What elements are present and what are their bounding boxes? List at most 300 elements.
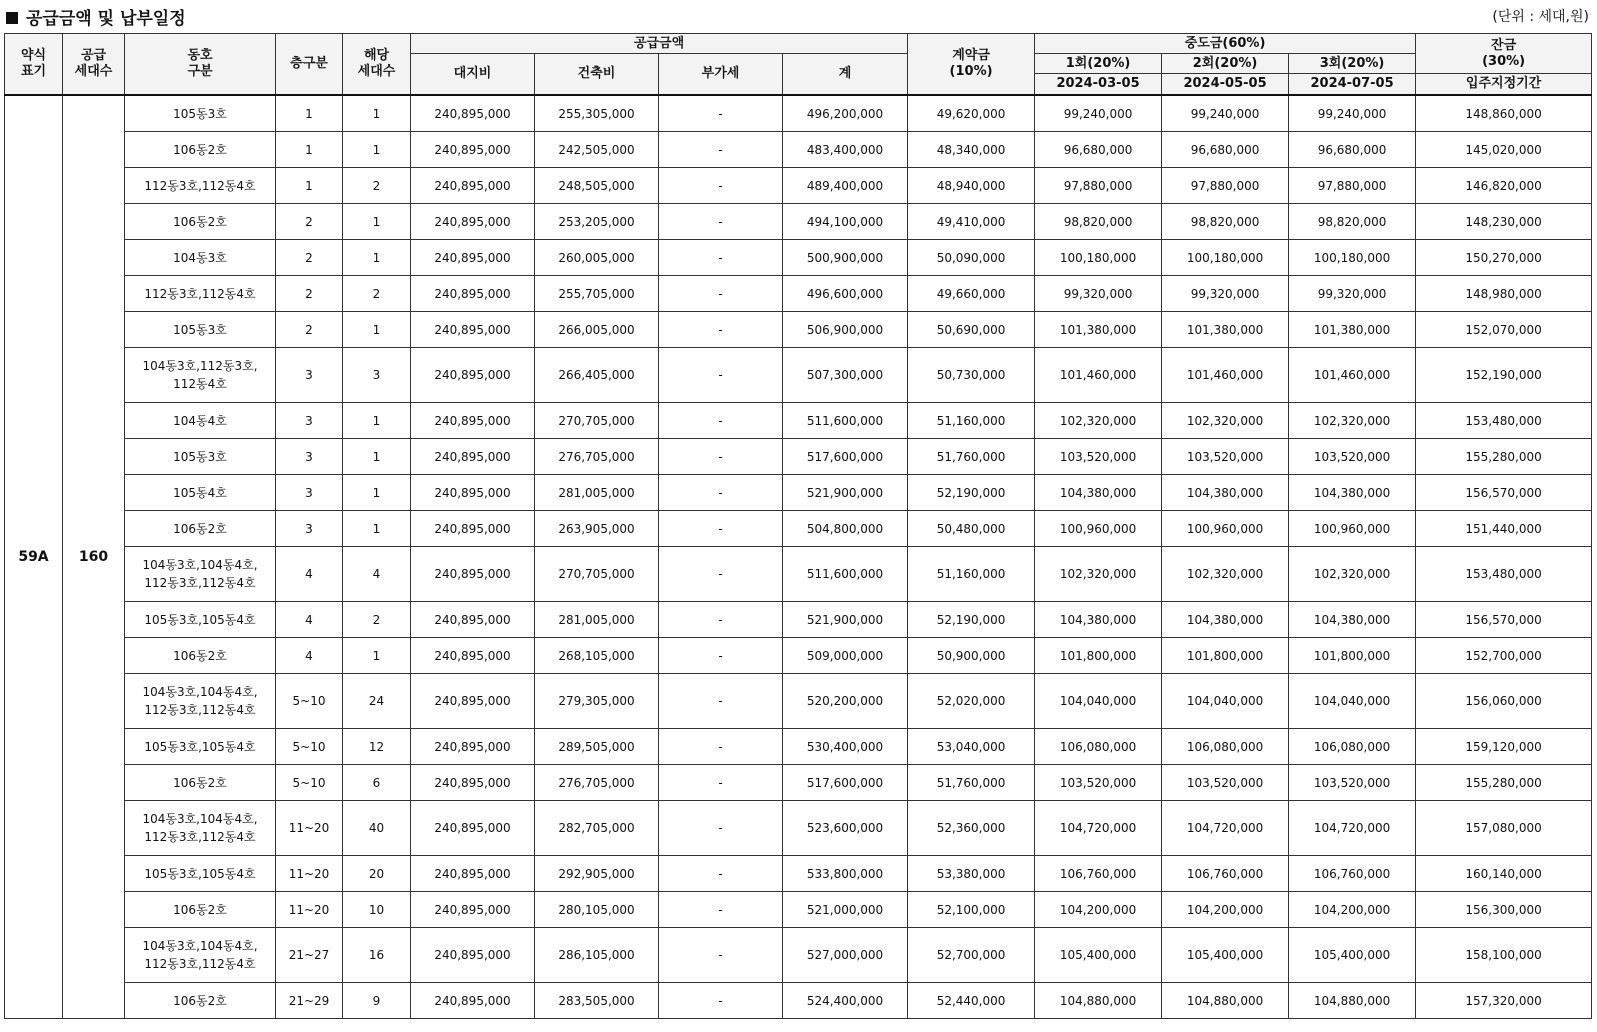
- interim-2-cell: 96,680,000: [1162, 132, 1289, 168]
- vat-cell: -: [659, 204, 783, 240]
- interim-1-cell: 102,320,000: [1035, 403, 1162, 439]
- floor-cell: 3: [276, 475, 343, 511]
- table-row: [5, 240, 1592, 276]
- interim-2-cell: 101,800,000: [1162, 638, 1289, 674]
- building-cell: 282,705,000: [535, 801, 659, 856]
- table-row: [5, 892, 1592, 928]
- land-cell: 240,895,000: [411, 240, 535, 276]
- interim-3-cell: 104,880,000: [1289, 983, 1416, 1019]
- type-cell: 59A: [5, 95, 63, 1019]
- unit-group-cell: 112동3호,112동4호: [125, 168, 276, 204]
- total-cell: 524,400,000: [783, 983, 908, 1019]
- table-row: [5, 348, 1592, 403]
- total-cell: 521,000,000: [783, 892, 908, 928]
- vat-cell: -: [659, 547, 783, 602]
- total-cell: 511,600,000: [783, 547, 908, 602]
- deposit-cell: 52,360,000: [908, 801, 1035, 856]
- balance-cell: 151,440,000: [1416, 511, 1592, 547]
- building-cell: 266,005,000: [535, 312, 659, 348]
- vat-cell: -: [659, 638, 783, 674]
- units-cell: 4: [343, 547, 411, 602]
- units-cell: 2: [343, 602, 411, 638]
- interim-1-cell: 97,880,000: [1035, 168, 1162, 204]
- total-cell: 521,900,000: [783, 602, 908, 638]
- table-row: [5, 856, 1592, 892]
- balance-cell: 152,190,000: [1416, 348, 1592, 403]
- land-cell: 240,895,000: [411, 348, 535, 403]
- table-row: [5, 403, 1592, 439]
- floor-cell: 2: [276, 312, 343, 348]
- deposit-cell: 50,730,000: [908, 348, 1035, 403]
- vat-cell: -: [659, 856, 783, 892]
- page-title: [6, 4, 186, 29]
- vat-cell: -: [659, 983, 783, 1019]
- interim-1-cell: 102,320,000: [1035, 547, 1162, 602]
- interim-1-cell: 96,680,000: [1035, 132, 1162, 168]
- vat-cell: -: [659, 674, 783, 729]
- interim-3-cell: 96,680,000: [1289, 132, 1416, 168]
- land-cell: 240,895,000: [411, 892, 535, 928]
- land-cell: 240,895,000: [411, 856, 535, 892]
- interim-1-cell: 104,880,000: [1035, 983, 1162, 1019]
- total-cell: 533,800,000: [783, 856, 908, 892]
- col-supply-units: 공급 세대수: [63, 34, 125, 96]
- total-cell: 494,100,000: [783, 204, 908, 240]
- units-cell: 1: [343, 240, 411, 276]
- floor-cell: 5~10: [276, 765, 343, 801]
- units-cell: 1: [343, 638, 411, 674]
- table-row: [5, 638, 1592, 674]
- deposit-cell: 53,040,000: [908, 729, 1035, 765]
- unit-group-cell: 105동4호: [125, 475, 276, 511]
- total-cell: 489,400,000: [783, 168, 908, 204]
- unit-group-cell: 105동3호: [125, 312, 276, 348]
- interim-1-cell: 104,380,000: [1035, 475, 1162, 511]
- interim-1-cell: 104,380,000: [1035, 602, 1162, 638]
- floor-cell: 3: [276, 348, 343, 403]
- interim-3-cell: 98,820,000: [1289, 204, 1416, 240]
- interim-1-cell: 103,520,000: [1035, 439, 1162, 475]
- deposit-cell: 52,100,000: [908, 892, 1035, 928]
- units-cell: 1: [343, 132, 411, 168]
- table-row: [5, 729, 1592, 765]
- floor-cell: 5~10: [276, 729, 343, 765]
- interim-1-cell: 106,760,000: [1035, 856, 1162, 892]
- floor-cell: 3: [276, 403, 343, 439]
- balance-cell: 148,860,000: [1416, 95, 1592, 132]
- col-units: 해당 세대수: [343, 34, 411, 96]
- interim-1-cell: 104,200,000: [1035, 892, 1162, 928]
- col-interim: 중도금(60%): [1035, 34, 1416, 54]
- total-cell: 504,800,000: [783, 511, 908, 547]
- col-unit-group: 동호 구분: [125, 34, 276, 96]
- interim-2-cell: 104,380,000: [1162, 475, 1289, 511]
- table-row: [5, 547, 1592, 602]
- building-cell: 276,705,000: [535, 439, 659, 475]
- interim-2-cell: 101,380,000: [1162, 312, 1289, 348]
- balance-cell: 152,070,000: [1416, 312, 1592, 348]
- units-cell: 20: [343, 856, 411, 892]
- vat-cell: -: [659, 240, 783, 276]
- balance-cell: 148,230,000: [1416, 204, 1592, 240]
- land-cell: 240,895,000: [411, 475, 535, 511]
- interim-2-cell: 102,320,000: [1162, 403, 1289, 439]
- interim-3-cell: 101,800,000: [1289, 638, 1416, 674]
- col-land: 대지비: [411, 54, 535, 96]
- col-building: 건축비: [535, 54, 659, 96]
- balance-cell: 157,080,000: [1416, 801, 1592, 856]
- land-cell: 240,895,000: [411, 132, 535, 168]
- interim-2-cell: 100,960,000: [1162, 511, 1289, 547]
- interim-2-cell: 105,400,000: [1162, 928, 1289, 983]
- table-row: [5, 983, 1592, 1019]
- balance-cell: 157,320,000: [1416, 983, 1592, 1019]
- interim-1-cell: 101,380,000: [1035, 312, 1162, 348]
- total-cell: 517,600,000: [783, 765, 908, 801]
- table-row: [5, 801, 1592, 856]
- unit-group-cell: 106동2호: [125, 204, 276, 240]
- table-row: [5, 276, 1592, 312]
- land-cell: 240,895,000: [411, 547, 535, 602]
- total-cell: 527,000,000: [783, 928, 908, 983]
- interim-2-cell: 98,820,000: [1162, 204, 1289, 240]
- land-cell: 240,895,000: [411, 403, 535, 439]
- total-cell: 507,300,000: [783, 348, 908, 403]
- table-row: [5, 204, 1592, 240]
- deposit-cell: 51,760,000: [908, 439, 1035, 475]
- deposit-cell: 49,620,000: [908, 95, 1035, 132]
- building-cell: 286,105,000: [535, 928, 659, 983]
- col-interim-3-date: 2024-07-05: [1289, 74, 1416, 96]
- deposit-cell: 52,020,000: [908, 674, 1035, 729]
- floor-cell: 21~27: [276, 928, 343, 983]
- floor-cell: 21~29: [276, 983, 343, 1019]
- supply-units-cell: 160: [63, 95, 125, 1019]
- units-cell: 10: [343, 892, 411, 928]
- units-cell: 1: [343, 511, 411, 547]
- col-interim-3: 3회(20%): [1289, 54, 1416, 74]
- vat-cell: -: [659, 892, 783, 928]
- interim-3-cell: 99,240,000: [1289, 95, 1416, 132]
- interim-2-cell: 104,040,000: [1162, 674, 1289, 729]
- table-row: [5, 312, 1592, 348]
- interim-3-cell: 99,320,000: [1289, 276, 1416, 312]
- land-cell: 240,895,000: [411, 638, 535, 674]
- deposit-cell: 51,160,000: [908, 547, 1035, 602]
- floor-cell: 5~10: [276, 674, 343, 729]
- vat-cell: -: [659, 801, 783, 856]
- table-row: [5, 765, 1592, 801]
- table-body: [5, 95, 1592, 1019]
- unit-group-cell: 104동3호,112동3호, 112동4호: [125, 348, 276, 403]
- balance-cell: 160,140,000: [1416, 856, 1592, 892]
- interim-1-cell: 98,820,000: [1035, 204, 1162, 240]
- interim-1-cell: 106,080,000: [1035, 729, 1162, 765]
- deposit-cell: 50,480,000: [908, 511, 1035, 547]
- vat-cell: -: [659, 475, 783, 511]
- vat-cell: -: [659, 729, 783, 765]
- units-cell: 1: [343, 439, 411, 475]
- building-cell: 268,105,000: [535, 638, 659, 674]
- units-cell: 1: [343, 204, 411, 240]
- deposit-cell: 48,340,000: [908, 132, 1035, 168]
- deposit-cell: 49,660,000: [908, 276, 1035, 312]
- deposit-cell: 53,380,000: [908, 856, 1035, 892]
- deposit-cell: 51,160,000: [908, 403, 1035, 439]
- interim-1-cell: 101,460,000: [1035, 348, 1162, 403]
- total-cell: 521,900,000: [783, 475, 908, 511]
- interim-3-cell: 102,320,000: [1289, 403, 1416, 439]
- floor-cell: 2: [276, 276, 343, 312]
- building-cell: 248,505,000: [535, 168, 659, 204]
- interim-2-cell: 99,240,000: [1162, 95, 1289, 132]
- vat-cell: -: [659, 348, 783, 403]
- vat-cell: -: [659, 168, 783, 204]
- unit-group-cell: 105동3호: [125, 95, 276, 132]
- units-cell: 12: [343, 729, 411, 765]
- floor-cell: 11~20: [276, 801, 343, 856]
- interim-3-cell: 104,200,000: [1289, 892, 1416, 928]
- building-cell: 260,005,000: [535, 240, 659, 276]
- interim-2-cell: 104,200,000: [1162, 892, 1289, 928]
- vat-cell: -: [659, 95, 783, 132]
- unit-group-cell: 104동3호: [125, 240, 276, 276]
- deposit-cell: 52,190,000: [908, 602, 1035, 638]
- interim-2-cell: 104,880,000: [1162, 983, 1289, 1019]
- interim-3-cell: 106,760,000: [1289, 856, 1416, 892]
- building-cell: 270,705,000: [535, 403, 659, 439]
- unit-group-cell: 112동3호,112동4호: [125, 276, 276, 312]
- land-cell: 240,895,000: [411, 674, 535, 729]
- interim-3-cell: 102,320,000: [1289, 547, 1416, 602]
- total-cell: 500,900,000: [783, 240, 908, 276]
- land-cell: 240,895,000: [411, 204, 535, 240]
- interim-3-cell: 104,380,000: [1289, 475, 1416, 511]
- col-vat: 부가세: [659, 54, 783, 96]
- interim-1-cell: 103,520,000: [1035, 765, 1162, 801]
- balance-cell: 158,100,000: [1416, 928, 1592, 983]
- units-cell: 6: [343, 765, 411, 801]
- deposit-cell: 48,940,000: [908, 168, 1035, 204]
- balance-cell: 150,270,000: [1416, 240, 1592, 276]
- total-cell: 496,200,000: [783, 95, 908, 132]
- vat-cell: -: [659, 765, 783, 801]
- balance-cell: 156,570,000: [1416, 475, 1592, 511]
- interim-2-cell: 103,520,000: [1162, 765, 1289, 801]
- unit-group-cell: 104동3호,104동4호, 112동3호,112동4호: [125, 928, 276, 983]
- interim-3-cell: 101,380,000: [1289, 312, 1416, 348]
- col-total: 계: [783, 54, 908, 96]
- interim-1-cell: 101,800,000: [1035, 638, 1162, 674]
- col-interim-1: 1회(20%): [1035, 54, 1162, 74]
- interim-1-cell: 105,400,000: [1035, 928, 1162, 983]
- total-cell: 530,400,000: [783, 729, 908, 765]
- unit-group-cell: 105동3호,105동4호: [125, 602, 276, 638]
- table-row: [5, 95, 1592, 132]
- floor-cell: 3: [276, 511, 343, 547]
- total-cell: 520,200,000: [783, 674, 908, 729]
- units-cell: 1: [343, 475, 411, 511]
- units-cell: 2: [343, 276, 411, 312]
- vat-cell: -: [659, 132, 783, 168]
- building-cell: 289,505,000: [535, 729, 659, 765]
- interim-2-cell: 99,320,000: [1162, 276, 1289, 312]
- building-cell: 263,905,000: [535, 511, 659, 547]
- building-cell: 292,905,000: [535, 856, 659, 892]
- balance-cell: 146,820,000: [1416, 168, 1592, 204]
- interim-2-cell: 101,460,000: [1162, 348, 1289, 403]
- vat-cell: -: [659, 312, 783, 348]
- building-cell: 242,505,000: [535, 132, 659, 168]
- interim-1-cell: 100,180,000: [1035, 240, 1162, 276]
- deposit-cell: 52,190,000: [908, 475, 1035, 511]
- building-cell: 281,005,000: [535, 602, 659, 638]
- balance-cell: 155,280,000: [1416, 765, 1592, 801]
- balance-cell: 159,120,000: [1416, 729, 1592, 765]
- interim-2-cell: 103,520,000: [1162, 439, 1289, 475]
- col-interim-2-date: 2024-05-05: [1162, 74, 1289, 96]
- land-cell: 240,895,000: [411, 439, 535, 475]
- deposit-cell: 50,900,000: [908, 638, 1035, 674]
- table-row: [5, 168, 1592, 204]
- land-cell: 240,895,000: [411, 95, 535, 132]
- interim-1-cell: 104,720,000: [1035, 801, 1162, 856]
- balance-cell: 153,480,000: [1416, 403, 1592, 439]
- price-table: [4, 33, 1592, 1019]
- col-type: 약식 표기: [5, 34, 63, 96]
- col-balance: 잔금 (30%): [1416, 34, 1592, 74]
- total-cell: 523,600,000: [783, 801, 908, 856]
- deposit-cell: 52,700,000: [908, 928, 1035, 983]
- title-bar: [4, 0, 1593, 32]
- col-deposit: 계약금 (10%): [908, 34, 1035, 96]
- total-cell: 506,900,000: [783, 312, 908, 348]
- interim-3-cell: 105,400,000: [1289, 928, 1416, 983]
- building-cell: 270,705,000: [535, 547, 659, 602]
- table-header: [5, 34, 1592, 96]
- interim-3-cell: 101,460,000: [1289, 348, 1416, 403]
- interim-2-cell: 104,380,000: [1162, 602, 1289, 638]
- land-cell: 240,895,000: [411, 511, 535, 547]
- building-cell: 283,505,000: [535, 983, 659, 1019]
- interim-3-cell: 103,520,000: [1289, 439, 1416, 475]
- vat-cell: -: [659, 439, 783, 475]
- balance-cell: 152,700,000: [1416, 638, 1592, 674]
- floor-cell: 2: [276, 240, 343, 276]
- land-cell: 240,895,000: [411, 765, 535, 801]
- building-cell: 255,705,000: [535, 276, 659, 312]
- building-cell: 279,305,000: [535, 674, 659, 729]
- interim-3-cell: 100,960,000: [1289, 511, 1416, 547]
- units-cell: 9: [343, 983, 411, 1019]
- floor-cell: 1: [276, 132, 343, 168]
- floor-cell: 4: [276, 547, 343, 602]
- building-cell: 253,205,000: [535, 204, 659, 240]
- floor-cell: 1: [276, 168, 343, 204]
- unit-group-cell: 106동2호: [125, 511, 276, 547]
- total-cell: 509,000,000: [783, 638, 908, 674]
- total-cell: 517,600,000: [783, 439, 908, 475]
- units-cell: 3: [343, 348, 411, 403]
- interim-2-cell: 104,720,000: [1162, 801, 1289, 856]
- floor-cell: 11~20: [276, 892, 343, 928]
- col-interim-2: 2회(20%): [1162, 54, 1289, 74]
- land-cell: 240,895,000: [411, 729, 535, 765]
- interim-2-cell: 97,880,000: [1162, 168, 1289, 204]
- balance-cell: 148,980,000: [1416, 276, 1592, 312]
- building-cell: 276,705,000: [535, 765, 659, 801]
- land-cell: 240,895,000: [411, 168, 535, 204]
- vat-cell: -: [659, 403, 783, 439]
- total-cell: 496,600,000: [783, 276, 908, 312]
- interim-2-cell: 106,080,000: [1162, 729, 1289, 765]
- balance-cell: 155,280,000: [1416, 439, 1592, 475]
- units-cell: 40: [343, 801, 411, 856]
- table-row: [5, 674, 1592, 729]
- deposit-cell: 51,760,000: [908, 765, 1035, 801]
- interim-2-cell: 106,760,000: [1162, 856, 1289, 892]
- units-cell: 1: [343, 312, 411, 348]
- interim-3-cell: 104,040,000: [1289, 674, 1416, 729]
- deposit-cell: 50,090,000: [908, 240, 1035, 276]
- square-bullet-icon: [6, 12, 18, 24]
- balance-cell: 145,020,000: [1416, 132, 1592, 168]
- unit-group-cell: 105동3호,105동4호: [125, 856, 276, 892]
- table-row: [5, 132, 1592, 168]
- vat-cell: -: [659, 928, 783, 983]
- interim-1-cell: 99,320,000: [1035, 276, 1162, 312]
- unit-group-cell: 104동3호,104동4호, 112동3호,112동4호: [125, 674, 276, 729]
- unit-group-cell: 104동3호,104동4호, 112동3호,112동4호: [125, 801, 276, 856]
- balance-cell: 156,570,000: [1416, 602, 1592, 638]
- land-cell: 240,895,000: [411, 602, 535, 638]
- interim-2-cell: 100,180,000: [1162, 240, 1289, 276]
- unit-note: (단위 : 세대,원): [1492, 9, 1589, 25]
- units-cell: 1: [343, 95, 411, 132]
- land-cell: 240,895,000: [411, 801, 535, 856]
- table-row: [5, 928, 1592, 983]
- units-cell: 16: [343, 928, 411, 983]
- interim-1-cell: 104,040,000: [1035, 674, 1162, 729]
- unit-group-cell: 105동3호: [125, 439, 276, 475]
- floor-cell: 4: [276, 602, 343, 638]
- unit-group-cell: 104동4호: [125, 403, 276, 439]
- vat-cell: -: [659, 276, 783, 312]
- table-row: [5, 475, 1592, 511]
- land-cell: 240,895,000: [411, 312, 535, 348]
- col-balance-date: 입주지정기간: [1416, 74, 1592, 96]
- land-cell: 240,895,000: [411, 276, 535, 312]
- vat-cell: -: [659, 602, 783, 638]
- table-row: [5, 511, 1592, 547]
- interim-3-cell: 100,180,000: [1289, 240, 1416, 276]
- interim-3-cell: 104,380,000: [1289, 602, 1416, 638]
- total-cell: 483,400,000: [783, 132, 908, 168]
- balance-cell: 156,300,000: [1416, 892, 1592, 928]
- units-cell: 24: [343, 674, 411, 729]
- unit-group-cell: 106동2호: [125, 638, 276, 674]
- unit-group-cell: 106동2호: [125, 892, 276, 928]
- balance-cell: 153,480,000: [1416, 547, 1592, 602]
- interim-3-cell: 104,720,000: [1289, 801, 1416, 856]
- land-cell: 240,895,000: [411, 928, 535, 983]
- unit-group-cell: 106동2호: [125, 132, 276, 168]
- unit-group-cell: 106동2호: [125, 983, 276, 1019]
- interim-3-cell: 97,880,000: [1289, 168, 1416, 204]
- col-floor: 층구분: [276, 34, 343, 96]
- interim-1-cell: 100,960,000: [1035, 511, 1162, 547]
- building-cell: 280,105,000: [535, 892, 659, 928]
